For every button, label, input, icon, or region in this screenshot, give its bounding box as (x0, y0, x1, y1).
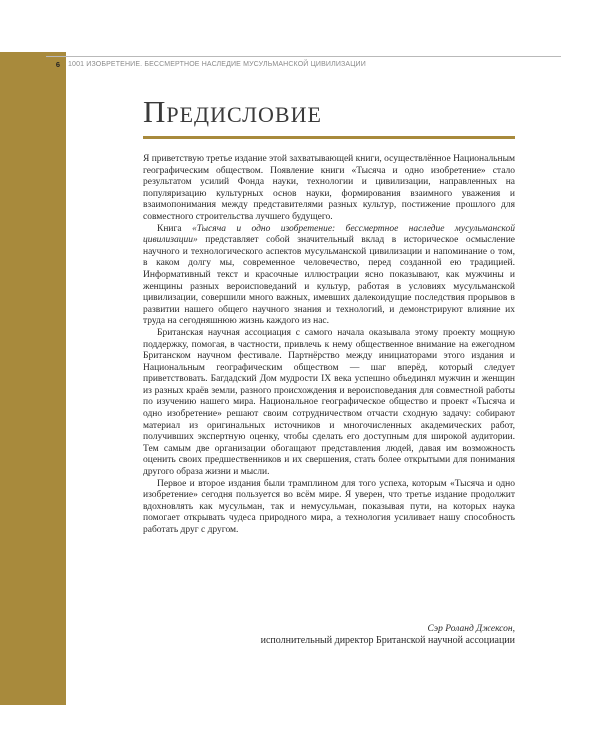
paragraph-3: Британская научная ассоциация с самого начала оказывала этому проекту мощную поддержку, помогая, в частности, привлечь к нему общественное внимание на ежегодном Британском научном фестивале. Партнёрство между инициаторами этого издания и Национальным географическим обществом — шаг вперёд, который следует приветствовать. Багдадский Дом мудрости IX века успешно объединял мужчин и женщин из разных краёв земли, разного происхождения и вероисповедания для совместной работы по изучению нашего мира. Национальное географическое общество и проект «Тысяча и одно изобретение» решают своим сотрудничеством отчасти сходную задачу: собирают материал из оригинальных источников и многочисленных академических работ, получивших экспертную оценку, чтобы сделать его доступным для широкой аудитории. Тем самым две организации обогащают представления людей, давая им возможность оценить своих предшественников и их свершения, стать более открытыми для понимания другого образа жизни и мысли. (143, 327, 515, 478)
page-title: Предисловие (143, 94, 322, 129)
running-header (46, 58, 561, 70)
paragraph-2-rest: представляет собой значительный вклад в историческое осмысление научного и технологического аспектов мусульманской цивилизации и напоминание о том, в каком долгу мы, современное человечество, перед созданной ею традицией. Информативный текст и красочные иллюстрации ясно показывают, как мужчины и женщины разных вероисповеданий и культур, работая в условиях мусульманской цивилизации, совершили много важных, имевших далекоидущие последствия прорывов в развитии нашего общего научного знания и технологий, и демонстрируют влияние их труда на сегодняшнюю жизнь каждого из нас. (143, 235, 515, 327)
paragraph-2-intro: Книга (157, 223, 192, 234)
header-rule (46, 56, 561, 57)
foreword-body (143, 154, 515, 537)
page-number: 6 (55, 59, 60, 69)
signature-block (143, 623, 515, 647)
paragraph-2 (143, 224, 515, 328)
title-underline (143, 136, 515, 139)
book-title-italic: «Тысяча и одно изобретение: бессмертное наследие мусульманской цивилизации» (143, 223, 515, 246)
paragraph-1: Я приветствую третье издание этой захватывающей книги, осуществлённое Национальным географическим обществом. Появление книги «Тысяча и одно изобретение» стало результатом усилий Фонда науки, технологии и цивилизации, направленных на популяризацию культурных основ науки, формирования взаимного уважения и взаимопонимания между представителями разных культур, постижение прошлого для совместного строительства лучшего будущего. (143, 154, 515, 222)
signature-role: исполнительный директор Британской научной ассоциации (260, 635, 515, 646)
signature-name: Сэр Роланд Джексон, (427, 624, 515, 634)
decorative-gold-band (0, 52, 66, 705)
paragraph-4: Первое и второе издания были трамплином для того успеха, которым «Тысяча и одно изобретение» сегодня пользуется во всём мире. Я уверен, что третье издание продолжит вдохновлять как мусульман, так и немусульман, показывая пути, на которых наука помогает открывать чудеса природного мира, а технология усиливает нашу способность работать друг с другом. (143, 478, 515, 535)
running-head-title: 1001 ИЗОБРЕТЕНИЕ. БЕССМЕРТНОЕ НАСЛЕДИЕ МУСУЛЬМАНСКОЙ ЦИВИЛИЗАЦИИ (68, 60, 366, 68)
